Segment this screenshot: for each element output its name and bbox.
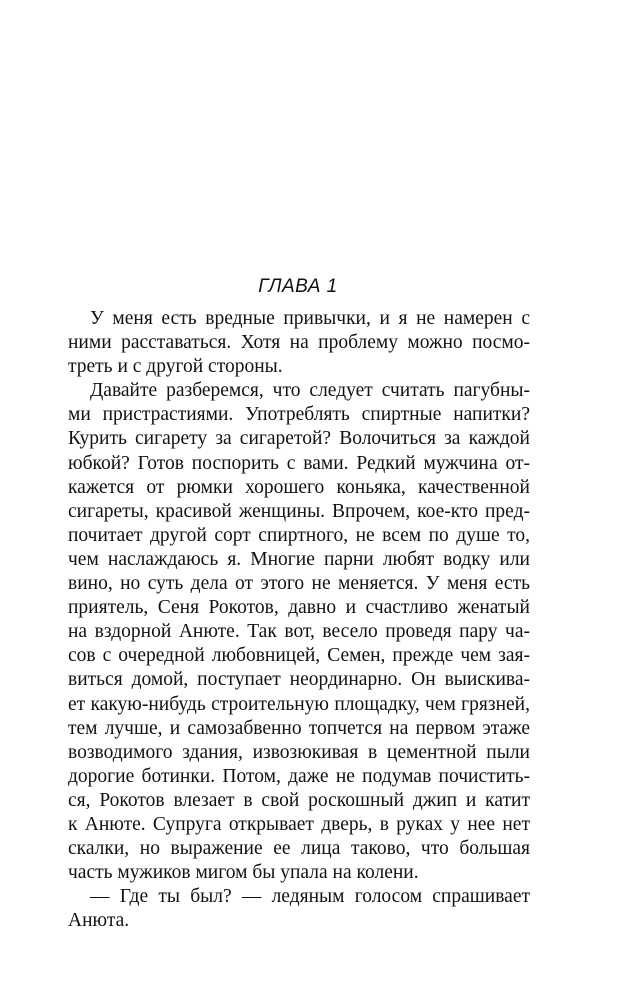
text-line: на вздорной Анюте. Так вот, весело проведя пару ча-: [68, 621, 530, 643]
text-line: ми пристрастиями. Употреблять спиртные напитки?: [68, 404, 530, 426]
text-line: Анюта.: [68, 910, 130, 932]
text-line: тем лучше, и самозабвенно топчется на первом этаже: [68, 717, 530, 739]
text-line: — Где ты был? — ледяным голосом спрашивает: [90, 886, 530, 908]
chapter-title: ГЛАВА 1: [258, 276, 338, 297]
text-line: виться домой, поступает неординарно. Он выискива-: [68, 669, 530, 691]
text-line: чем наслаждаюсь я. Многие парни любят водку или: [68, 548, 530, 570]
text-line: почитает другой сорт спиртного, не всем по душе то,: [68, 524, 530, 546]
text-line: У меня есть вредные привычки, и я не намерен с: [90, 308, 530, 329]
text-line: часть мужиков мигом бы упала на колени.: [68, 862, 419, 884]
body-text: [68, 307, 530, 933]
text-line: Курить сигарету за сигаретой? Волочиться за каждой: [68, 428, 530, 450]
text-line: вино, но суть дела от этого не меняется. У меня есть: [68, 573, 530, 595]
text-line: ними расставаться. Хотя на проблему можно посмо-: [68, 332, 530, 354]
text-line: сигареты, красивой женщины. Впрочем, кое-кто пред-: [68, 500, 530, 522]
text-line: ся, Рокотов влезает в свой роскошный джип и катит: [68, 789, 530, 811]
text-line: дорогие ботинки. Потом, даже не подумав почистить-: [68, 765, 530, 787]
text-line: приятель, Сеня Рокотов, давно и счастливо женатый: [68, 597, 530, 619]
text-line: возводимого здания, извозюкивая в цементной пыли: [68, 741, 530, 763]
text-line: треть и с другой стороны.: [68, 356, 283, 378]
text-line: ет какую-нибудь строительную площадку, чем грязней,: [68, 693, 530, 715]
text-line: сов с очередной любовницей, Семен, прежде чем зая-: [68, 645, 530, 667]
text-line: кажется от рюмки хорошего коньяка, качественной: [68, 476, 530, 498]
text-line: Давайте разберемся, что следует считать пагубны-: [90, 380, 530, 402]
text-line: к Анюте. Супруга открывает дверь, в руках у нее нет: [68, 813, 530, 835]
text-line: юбкой? Готов поспорить с вами. Редкий мужчина от-: [68, 452, 530, 474]
text-line: скалки, но выражение ее лица таково, что большая: [68, 838, 530, 860]
